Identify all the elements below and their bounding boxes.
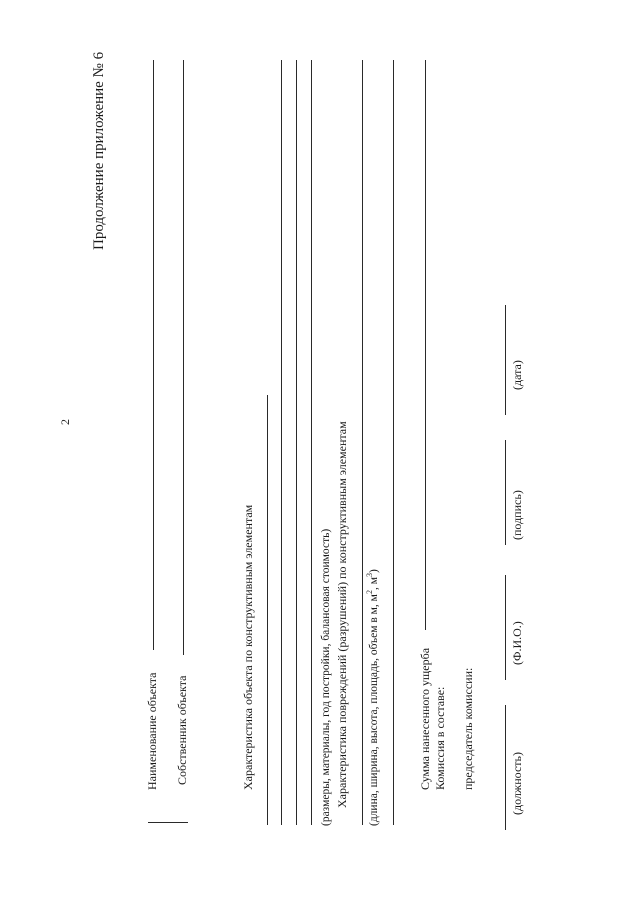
owner-label: Собственник объекта [175,675,189,785]
damage-sum-label: Сумма нанесенного ущерба [418,647,432,790]
dimensions-hint-prefix: (длина, ширина, высота, площадь, объем в м, м [367,594,380,826]
owner-underline [148,822,188,823]
name-line [505,575,506,680]
commission-label: Комиссия в составе: [433,686,447,790]
characteristics-label: Характеристика объекта по конструктивным элементам [241,504,255,790]
damage-line [362,60,363,825]
position-line [505,705,506,830]
characteristics-line-2 [281,60,282,825]
dimensions-hint-mid: , м [367,577,380,591]
position-caption: (должность) [510,752,524,815]
owner-line [183,60,184,655]
dimensions-sup-1: 2 [365,590,374,595]
date-line [505,305,506,415]
characteristics-line-3 [296,60,297,825]
damage-label: Характеристика повреждений (разрушений) по конструктивным элементам [335,421,349,808]
characteristics-hint: (размеры, материалы, год постройки, балансовая стоимость) [320,528,332,826]
signature-line [505,440,506,545]
signature-caption: (подпись) [510,490,524,540]
damage-sum-line [425,60,426,630]
object-name-label: Наименование объекта [145,672,159,790]
characteristics-line-4 [311,60,312,825]
object-name-line [153,60,154,650]
date-caption: (дата) [510,360,524,390]
name-caption: (Ф.И.О.) [510,621,524,665]
dimensions-sup-2: 3 [365,573,374,577]
dimensions-hint-suffix: ) [367,569,380,573]
dimensions-hint [366,569,380,826]
dimensions-line [393,60,394,825]
characteristics-line [267,395,268,825]
page-number: 2 [58,419,72,425]
continuation-header: Продолжение приложение № 6 [91,51,107,250]
chairman-label: председатель комиссии: [461,667,475,790]
